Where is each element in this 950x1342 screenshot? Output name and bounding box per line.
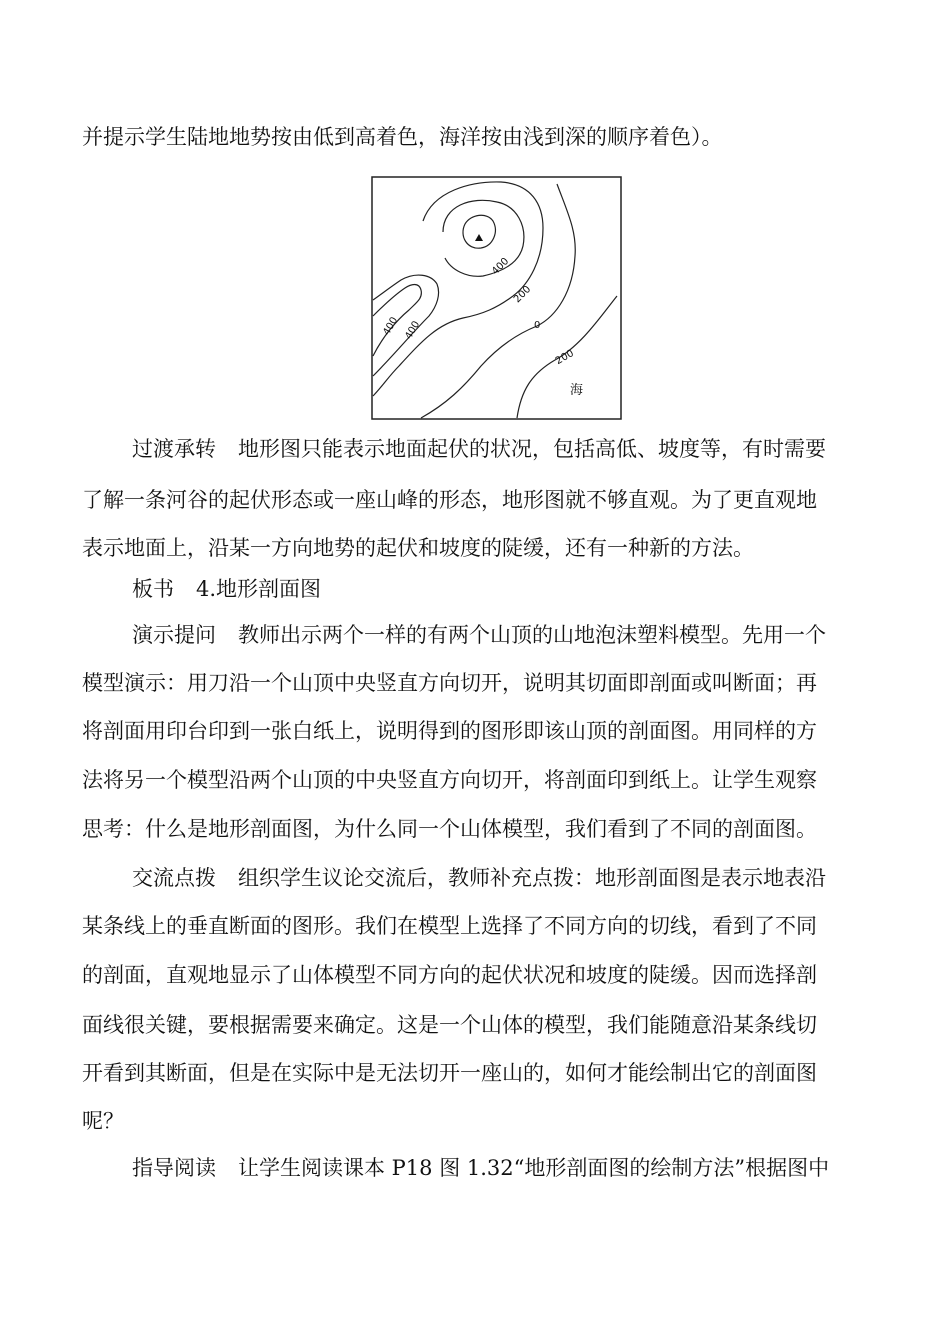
label-0: 0 <box>534 320 541 331</box>
contour-map-svg <box>371 176 622 420</box>
discussion-line-4: 面线很关键，要根据需要来确定。这是一个山体的模型，我们能随意沿某条线切 <box>82 1013 817 1037</box>
demo-text-1: 教师出示两个一样的有两个山顶的山地泡沫塑料模型。先用一个 <box>238 623 826 647</box>
map-frame <box>372 177 621 419</box>
label-400-left-b: 400 <box>403 319 423 342</box>
discussion-text-1: 组织学生议论交流后，教师补充点拨：地形剖面图是表示地表沿 <box>238 866 826 890</box>
demo-line-3: 将剖面用印台印到一张白纸上，说明得到的图形即该山顶的剖面图。用同样的方 <box>82 719 817 743</box>
label-200-top: 200 <box>511 283 534 306</box>
discussion-line-2: 某条线上的垂直断面的图形。我们在模型上选择了不同方向的切线，看到了不同 <box>82 914 817 938</box>
board-line <box>132 574 321 604</box>
demo-line-1 <box>132 620 826 650</box>
board-text: 4.地形剖面图 <box>196 577 322 601</box>
transition-text-1: 地形图只能表示地面起伏的状况，包括高低、坡度等，有时需要 <box>238 437 826 461</box>
label-400-left-a: 400 <box>381 315 401 338</box>
label-sea: 海 <box>570 383 584 398</box>
reading-line-1 <box>132 1153 829 1183</box>
reading-text-1: 让学生阅读课本 P18 图 1.32“地形剖面图的绘制方法”根据图中 <box>238 1156 830 1180</box>
transition-tag: 过渡承转 <box>132 437 216 461</box>
discussion-line-6: 呢？ <box>82 1109 124 1133</box>
transition-line-2: 了解一条河谷的起伏形态或一座山峰的形态，地形图就不够直观。为了更直观地 <box>82 488 817 512</box>
board-tag: 板书 <box>132 577 174 601</box>
demo-tag: 演示提问 <box>132 623 216 647</box>
intro-line: 并提示学生陆地地势按由低到高着色，海洋按由浅到深的顺序着色）。 <box>82 125 723 149</box>
demo-line-5: 思考：什么是地形剖面图，为什么同一个山体模型，我们看到了不同的剖面图。 <box>82 817 817 841</box>
discussion-line-5: 开看到其断面，但是在实际中是无法切开一座山的，如何才能绘制出它的剖面图 <box>82 1061 817 1085</box>
transition-line-1 <box>132 434 826 464</box>
demo-line-4: 法将另一个模型沿两个山顶的中央竖直方向切开，将剖面印到纸上。让学生观察 <box>82 768 817 792</box>
reading-tag: 指导阅读 <box>132 1156 216 1180</box>
label-400-top: 400 <box>489 255 512 278</box>
contour-map-figure <box>371 176 622 420</box>
demo-line-2: 模型演示：用刀沿一个山顶中央竖直方向切开，说明其切面即剖面或叫断面；再 <box>82 671 817 695</box>
discussion-line-1 <box>132 863 826 893</box>
transition-line-3: 表示地面上，沿某一方向地势的起伏和坡度的陡缓，还有一种新的方法。 <box>82 536 754 560</box>
label-200-right: 200 <box>553 347 576 368</box>
discussion-tag: 交流点拨 <box>132 866 216 890</box>
discussion-line-3: 的剖面，直观地显示了山体模型不同方向的起伏状况和坡度的陡缓。因而选择剖 <box>82 963 817 987</box>
